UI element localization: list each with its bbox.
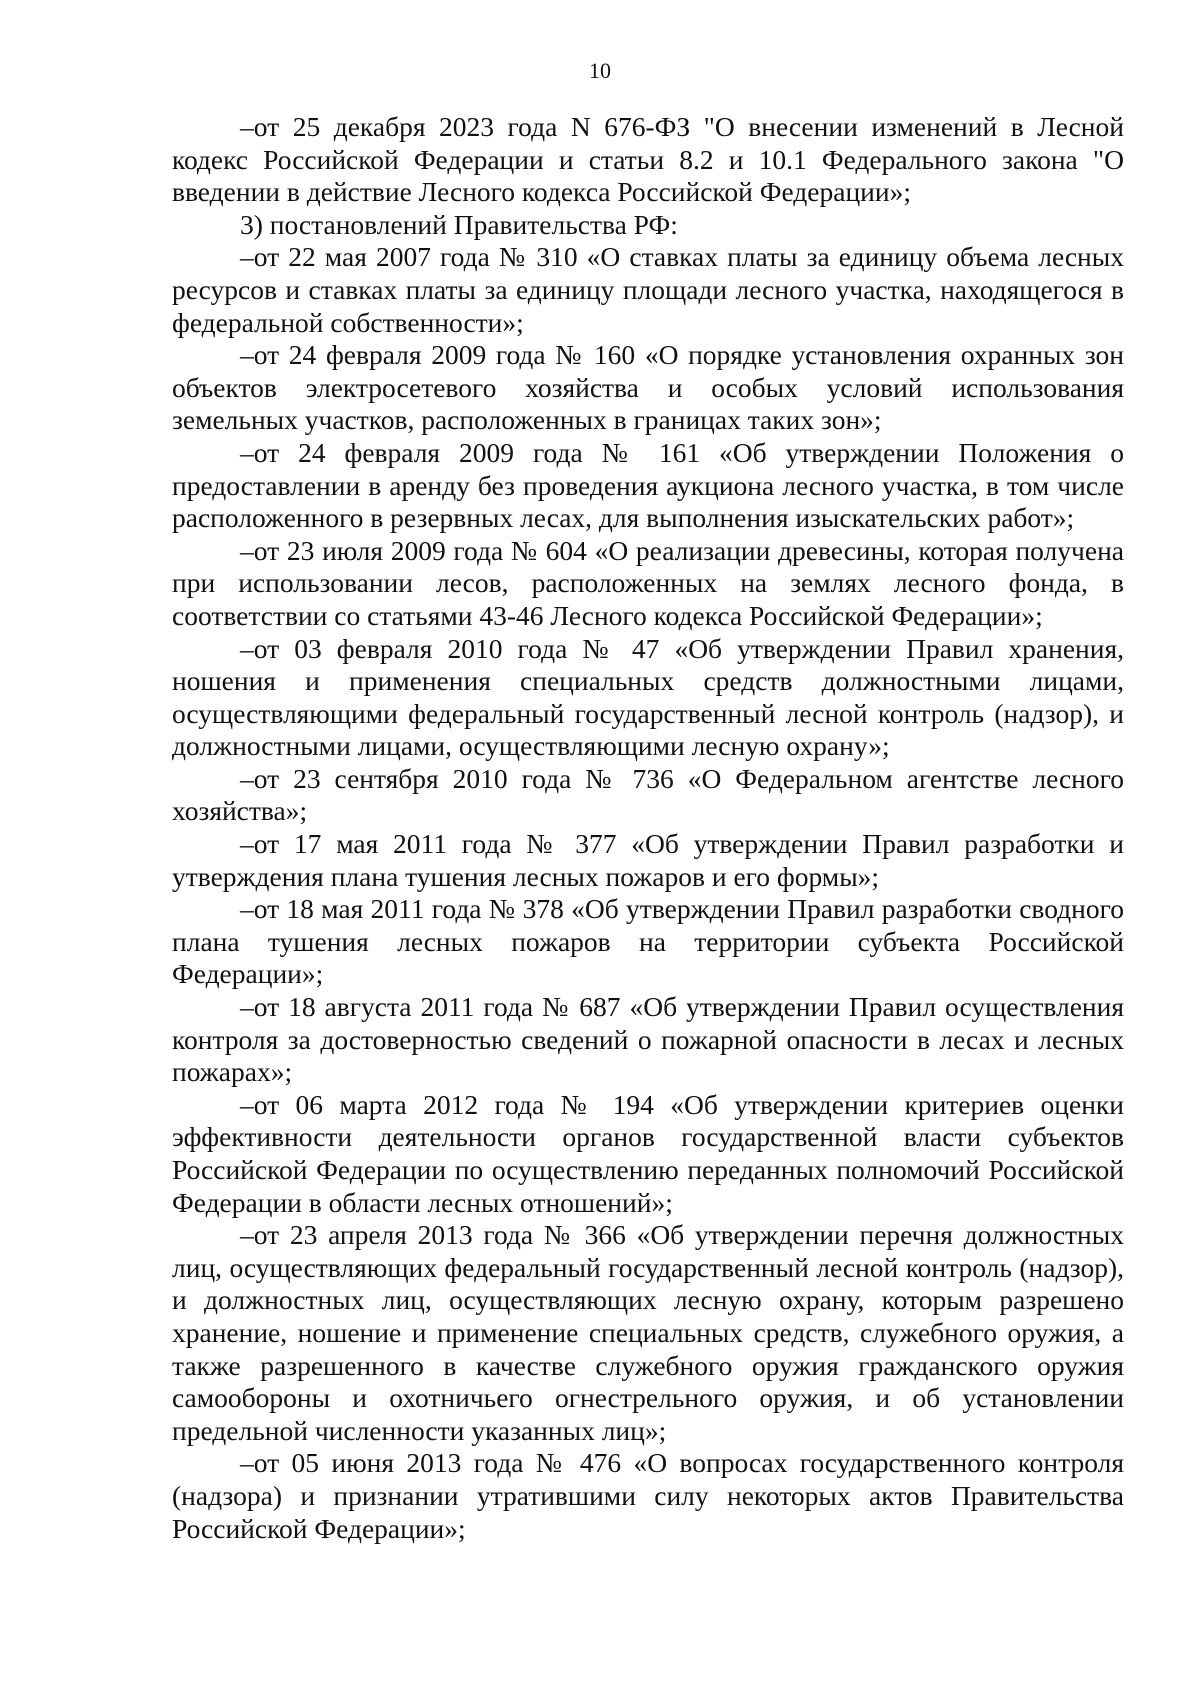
paragraph-resolution-366: –от 23 апреля 2013 года № 366 «Об утверждении перечня должностных лиц, осуществляющих федеральный государственный лесной контроль (надзор), и должностных лиц, осуществляющих лесную охрану, которым разрешено хранение, ношение и применение специальных средств, служебного оружия, а также разрешенного в качестве служебного оружия гражданского оружия самообороны и охотничьего огнестрельного оружия, и об установлении предельной численности указанных лиц»; [172, 1219, 1124, 1446]
paragraph-law-676-fz: –от 25 декабря 2023 года N 676-ФЗ "О внесении изменений в Лесной кодекс Российской Федерации и статьи 8.2 и 10.1 Федерального закона "О введении в действие Лесного кодекса Российской Федерации»; [172, 111, 1124, 208]
paragraph-resolution-377: –от 17 мая 2011 года № 377 «Об утверждении Правил разработки и утверждения плана тушения лесных пожаров и его формы»; [172, 828, 1124, 892]
document-body [172, 111, 1124, 1545]
paragraph-resolution-604: –от 23 июля 2009 года № 604 «О реализации древесины, которая получена при использовании лесов, расположенных на землях лесного фонда, в соответствии со статьями 43-46 Лесного кодекса Российской Федерации»; [172, 534, 1124, 631]
paragraph-resolution-476: –от 05 июня 2013 года № 476 «О вопросах государственного контроля (надзора) и признании утратившими силу некоторых актов Правительства Российской Федерации»; [172, 1447, 1124, 1544]
paragraph-resolution-160: –от 24 февраля 2009 года № 160 «О порядке установления охранных зон объектов электросетевого хозяйства и особых условий использования земельных участков, расположенных в границах таких зон»; [172, 339, 1124, 436]
paragraph-resolution-161: –от 24 февраля 2009 года № 161 «Об утверждении Положения о предоставлении в аренду без проведения аукциона лесного участка, в том числе расположенного в резервных лесах, для выполнения изыскательских работ»; [172, 436, 1124, 534]
paragraph-resolution-47: –от 03 февраля 2010 года № 47 «Об утверждении Правил хранения, ношения и применения специальных средств должностными лицами, осуществляющими федеральный государственный лесной контроль (надзор), и должностными лицами, осуществляющими лесную охрану»; [172, 632, 1124, 762]
paragraph-resolution-687: –от 18 августа 2011 года № 687 «Об утверждении Правил осуществления контроля за достоверностью сведений о пожарной опасности в лесах и лесных пожарах»; [172, 991, 1124, 1088]
page-number: 10 [589, 58, 611, 83]
paragraph-resolution-194: –от 06 марта 2012 года № 194 «Об утверждении критериев оценки эффективности деятельности органов государственной власти субъектов Российской Федерации по осуществлению переданных полномочий Российской Федерации в области лесных отношений»; [172, 1088, 1124, 1218]
paragraph-resolution-310: –от 22 мая 2007 года № 310 «О ставках платы за единицу объема лесных ресурсов и ставках платы за единицу площади лесного участка, находящегося в федеральной собственности»; [172, 241, 1124, 338]
paragraph-resolution-736: –от 23 сентября 2010 года № 736 «О Федеральном агентстве лесного хозяйства»; [172, 762, 1124, 827]
paragraph-government-resolutions-heading: 3) постановлений Правительства РФ: [240, 208, 678, 240]
paragraph-resolution-378: –от 18 мая 2011 года № 378 «Об утверждении Правил разработки сводного плана тушения лесных пожаров на территории субъекта Российской Федерации»; [172, 893, 1124, 990]
